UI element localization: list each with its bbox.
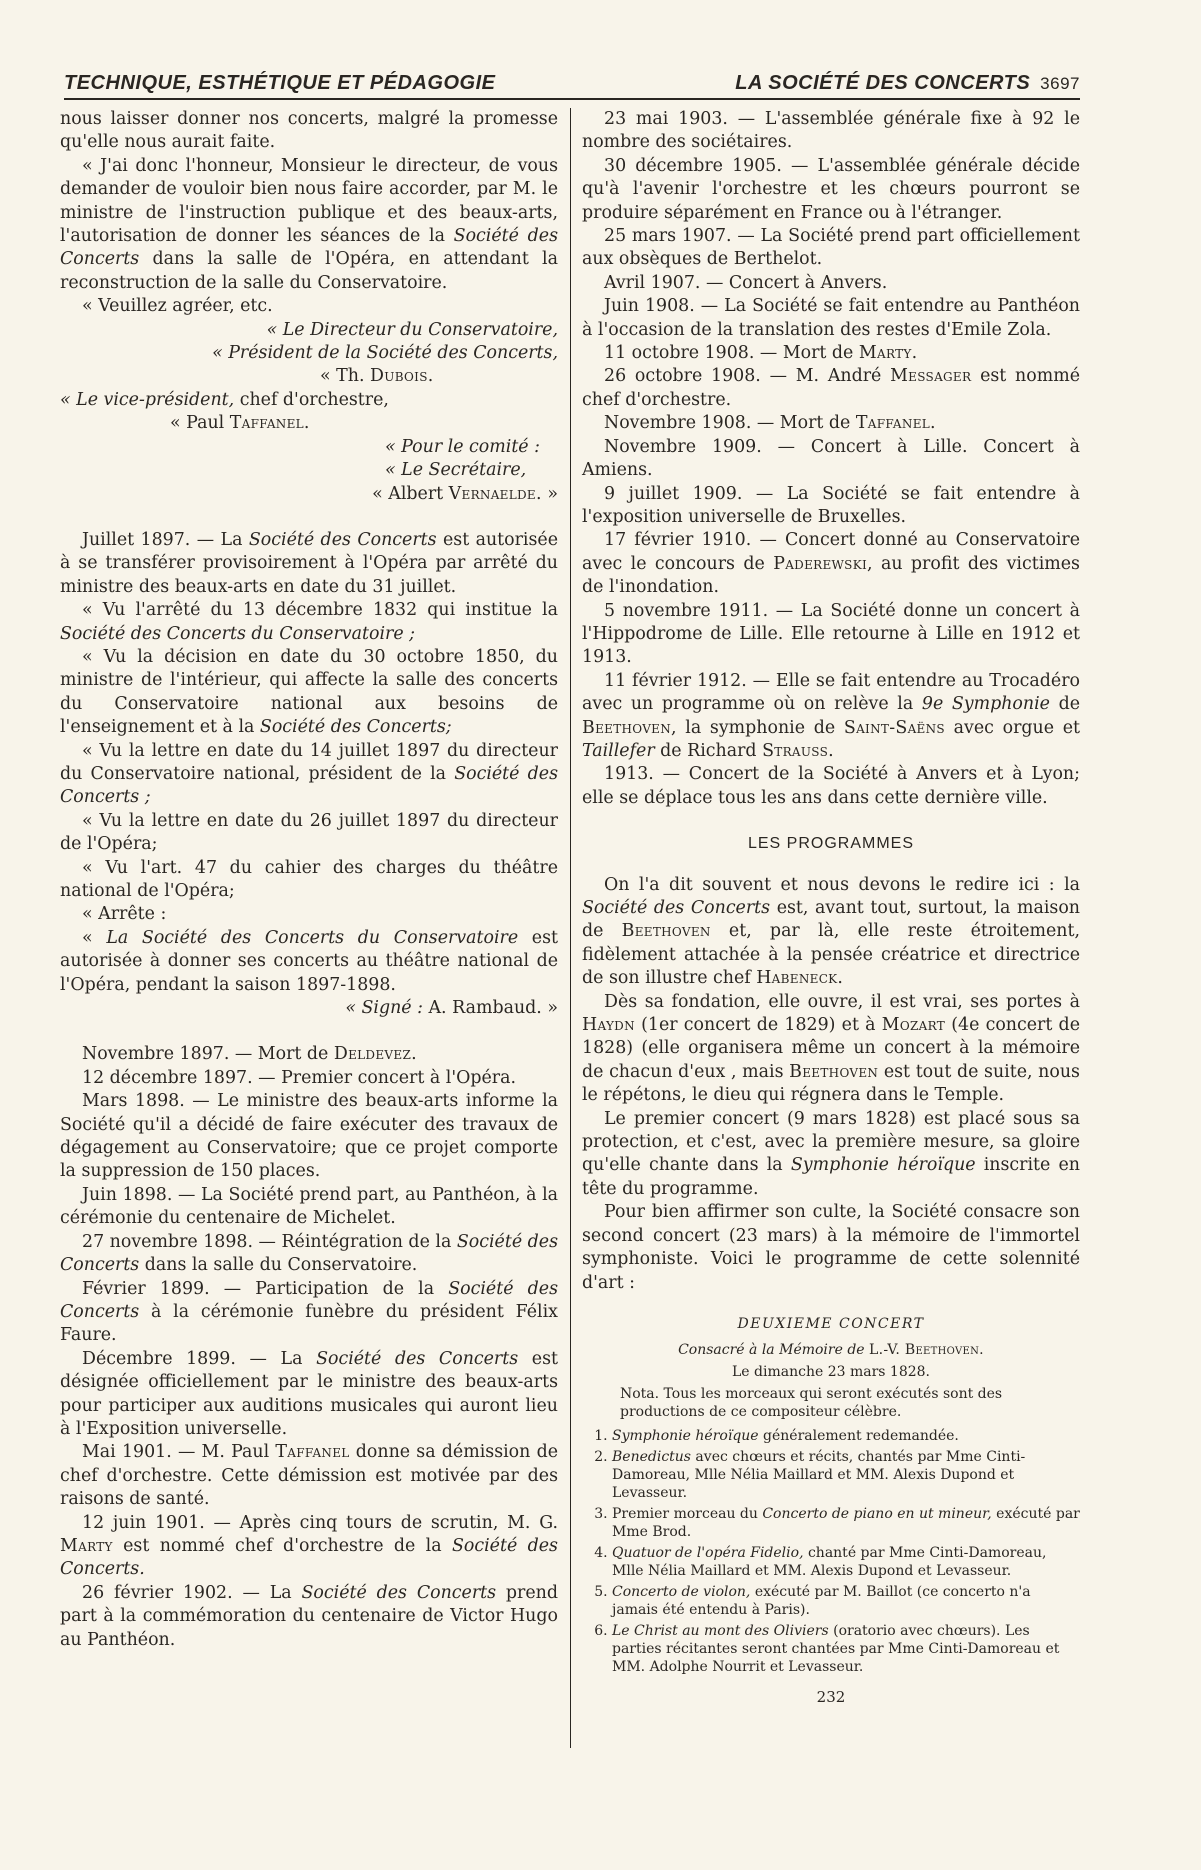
- section-heading: LES PROGRAMMES: [747, 835, 915, 853]
- programme-item: 2. Benedictus avec chœurs et récits, chantés par Mme Cinti-Damoreau, Mlle Nélia Maillard et MM. Alexis Dupond et Levasseur.: [612, 1448, 1080, 1502]
- header-page-number: 3697: [1040, 74, 1080, 93]
- chronology-entry: 27 novembre 1898. — Réintégration de la Société des Concerts dans la salle du Conservatoire.: [60, 1231, 558, 1276]
- paragraph: « Veuillez agréer, etc.: [82, 296, 273, 317]
- signature-line: « Paul Taffanel.: [170, 413, 310, 434]
- chronology-entry: 30 décembre 1905. — L'assemblée générale décide qu'à l'avenir l'orchestre et les chœurs pourront se produire séparément en France ou à l'étranger.: [582, 155, 1080, 223]
- programme-item: 4. Quatuor de l'opéra Fidelio, chanté par Mme Cinti-Damoreau, Mlle Nélia Maillard et MM. Alexis Dupond et Levasseur.: [612, 1544, 1080, 1580]
- paragraph: nous laisser donner nos concerts, malgré la promesse qu'elle nous aurait faite.: [60, 109, 558, 153]
- chronology-entry: 11 octobre 1908. — Mort de Marty.: [604, 343, 918, 364]
- chronology-entry: 26 février 1902. — La Société des Concerts prend part à la commémoration du centenaire de Victor Hugo au Panthéon.: [60, 1582, 558, 1650]
- programme-dedication: Consacré à la Mémoire de L.-V. Beethoven.: [678, 1341, 984, 1358]
- paragraph: « Vu l'arrêté du 13 décembre 1832 qui institue la Société des Concerts du Conservatoire ;: [60, 600, 558, 644]
- chronology-entry: Mars 1898. — Le ministre des beaux-arts informe la Société qu'il a décidé de faire exécuter des travaux de dégagement au Conservatoire; que ce projet comporte la suppression de 150 places.: [60, 1091, 558, 1182]
- paragraph: « Vu la lettre en date du 26 juillet 1897 du directeur de l'Opéra;: [60, 810, 558, 855]
- programme-item: 5. Concerto de violon, exécuté par M. Baillot (ce concerto n'a jamais été entendu à Paris).: [612, 1583, 1080, 1619]
- signature-line: « Le vice-président, chef d'orchestre,: [60, 389, 389, 410]
- paragraph: « Arrête :: [82, 904, 167, 925]
- programme-title: DEUXIEME CONCERT: [737, 1315, 925, 1332]
- paragraph: Dès sa fondation, elle ouvre, il est vrai, ses portes à Haydn (1er concert de 1829) et à Mozart (4e concert de 1828) (elle organisera même un concert à la mémoire de chacun d'eux , mais Beethoven est tout de suite, nous le répétons, le dieu qui régnera dans le Temple.: [582, 991, 1080, 1106]
- signature-line: « Pour le comité :: [385, 436, 540, 457]
- chronology-entry: Novembre 1909. — Concert à Lille. Concert à Amiens.: [582, 436, 1080, 481]
- concert-programme: [582, 1315, 1080, 1706]
- paragraph: Pour bien affirmer son culte, la Société consacre son second concert (23 mars) à la mémoire de l'immortel symphoniste. Voici le programme de cette solennité d'art :: [582, 1202, 1080, 1293]
- chronology-entry: 25 mars 1907. — La Société prend part officiellement aux obsèques de Berthelot.: [582, 226, 1080, 270]
- left-column: [60, 108, 558, 1652]
- chronology-entry: 11 février 1912. — Elle se fait entendre au Trocadéro avec un programme où on relève la 9e Symphonie de Beethoven, la symphonie de Saint-Saëns avec orgue et Taillefer de Richard Strauss.: [582, 670, 1081, 761]
- programme-item: 1. Symphonie héroïque généralement redemandée.: [612, 1427, 1080, 1445]
- signature-line: « Président de la Société des Concerts,: [212, 343, 558, 364]
- paragraph: « Vu la lettre en date du 14 juillet 1897 du directeur du Conservatoire national, président de la Société des Concerts ;: [60, 740, 558, 808]
- column-divider: [570, 108, 571, 1748]
- signature-line: « Signé : A. Rambaud. »: [345, 998, 558, 1019]
- programme-date: Le dimanche 23 mars 1828.: [732, 1363, 930, 1380]
- programme-item: 3. Premier morceau du Concerto de piano en ut mineur, exécuté par Mme Brod.: [612, 1505, 1080, 1541]
- chronology-entry: Novembre 1897. — Mort de Deldevez.: [82, 1044, 417, 1065]
- programme-item: 6. Le Christ au mont des Oliviers (oratorio avec chœurs). Les parties récitantes seront chantées par Mme Cinti-Damoreau et MM. Adolphe Nourrit et Levasseur.: [612, 1622, 1080, 1676]
- chronology-entry: 23 mai 1903. — L'assemblée générale fixe à 92 le nombre des sociétaires.: [582, 109, 1080, 153]
- signature-line: « Th. Dubois.: [320, 366, 434, 387]
- chronology-entry: 1913. — Concert de la Société à Anvers et à Lyon; elle se déplace tous les ans dans cette dernière ville.: [582, 764, 1080, 808]
- chronology-entry: Juin 1908. — La Société se fait entendre au Panthéon à l'occasion de la translation des restes d'Emile Zola.: [582, 296, 1080, 340]
- header-chapter-label: LA SOCIÉTÉ DES CONCERTS: [735, 72, 1031, 94]
- header-chapter-title: [735, 72, 1080, 95]
- chronology-entry: Novembre 1908. — Mort de Taffanel.: [604, 413, 936, 434]
- chronology-entry: Décembre 1899. — La Société des Concerts est désignée officiellement par le ministre des beaux-arts pour participer aux auditions musicales qui auront lieu à l'Exposition universelle.: [60, 1348, 558, 1439]
- bottom-page-number: 232: [816, 1687, 846, 1706]
- chronology-entry: 26 octobre 1908. — M. André Messager est nommé chef d'orchestre.: [582, 366, 1080, 410]
- paragraph: On l'a dit souvent et nous devons le redire ici : la Société des Concerts est, avant tout, surtout, la maison de Beethoven et, par là, elle reste étroitement, fidèlement attachée à la pensée créatrice et directrice de son illustre chef Habeneck.: [582, 874, 1081, 989]
- paragraph: « Vu l'art. 47 du cahier des charges du théâtre national de l'Opéra;: [60, 857, 558, 901]
- paragraph: Juillet 1897. — La Société des Concerts est autorisée à se transférer provisoirement à l'Opéra par arrêté du ministre des beaux-arts en date du 31 juillet.: [60, 529, 559, 597]
- chronology-entry: 12 juin 1901. — Après cinq tours de scrutin, M. G. Marty est nommé chef d'orchestre de la Société des Concerts.: [60, 1512, 558, 1580]
- chronology-entry: Février 1899. — Participation de la Société des Concerts à la cérémonie funèbre du président Félix Faure.: [60, 1278, 558, 1346]
- paragraph: « J'ai donc l'honneur, Monsieur le directeur, de vous demander de vouloir bien nous faire accorder, par M. le ministre de l'instruction publique et des beaux-arts, l'autorisation de donner les séances de la Société des Concerts dans la salle de l'Opéra, en attendant la reconstruction de la salle du Conservatoire.: [60, 155, 558, 293]
- chronology-entry: 5 novembre 1911. — La Société donne un concert à l'Hippodrome de Lille. Elle retourne à Lille en 1912 et 1913.: [582, 600, 1080, 668]
- signature-line: « Albert Vernaelde. »: [372, 483, 558, 504]
- chronology-entry: Avril 1907. — Concert à Anvers.: [604, 272, 888, 293]
- chronology-entry: Juin 1898. — La Société prend part, au Panthéon, à la cérémonie du centenaire de Michelet.: [60, 1184, 558, 1229]
- paragraph: « Vu la décision en date du 30 octobre 1850, du ministre de l'intérieur, qui affecte la salle des concerts du Conservatoire national aux besoins de l'enseignement et à la Société des Concerts;: [60, 646, 558, 738]
- running-header: [64, 72, 1080, 100]
- programme-list: [582, 1427, 1080, 1676]
- signature-line: « Le Secrétaire,: [385, 460, 527, 481]
- programme-note: Nota. Tous les morceaux qui seront exécutés sont des productions de ce compositeur célèbre.: [620, 1385, 1003, 1420]
- header-section-title: TECHNIQUE, ESTHÉTIQUE ET PÉDAGOGIE: [64, 72, 496, 94]
- paragraph: Le premier concert (9 mars 1828) est placé sous sa protection, et c'est, avec la première mesure, sa gloire qu'elle chante dans la Symphonie héroïque inscrite en tête du programme.: [582, 1108, 1080, 1199]
- right-column: [582, 108, 1080, 1706]
- chronology-entry: 9 juillet 1909. — La Société se fait entendre à l'exposition universelle de Bruxelles.: [582, 483, 1080, 527]
- signature-line: « Le Directeur du Conservatoire,: [266, 319, 558, 340]
- paragraph: « La Société des Concerts du Conservatoire est autorisée à donner ses concerts au théâtre national de l'Opéra, pendant la saison 1897-1898.: [60, 927, 559, 995]
- chronology-entry: 12 décembre 1897. — Premier concert à l'Opéra.: [82, 1067, 516, 1088]
- chronology-entry: 17 février 1910. — Concert donné au Conservatoire avec le concours de Paderewski, au profit des victimes de l'inondation.: [582, 530, 1080, 598]
- chronology-entry: Mai 1901. — M. Paul Taffanel donne sa démission de chef d'orchestre. Cette démission est motivée par des raisons de santé.: [60, 1442, 558, 1510]
